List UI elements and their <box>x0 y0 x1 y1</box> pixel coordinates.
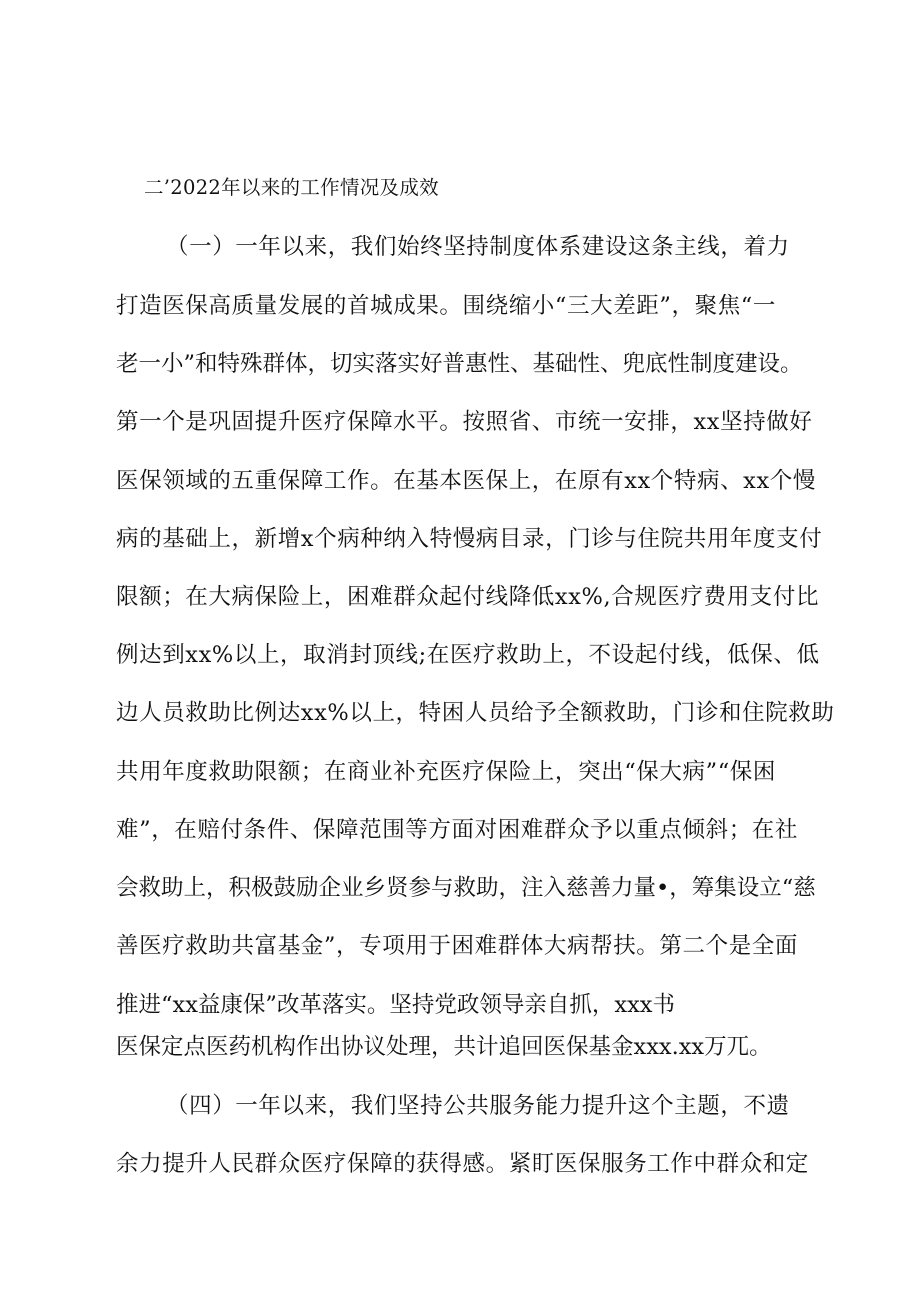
paragraph-line: 打造医保高质量发展的首城成果。围绕缩小“三大差距”，聚焦“一 <box>116 293 777 319</box>
paragraph-line: 医保领域的五重保障工作。在基本医保上，在原有xx个特病、xx个慢 <box>116 468 816 494</box>
paragraph-line: 推进“xx益康保”改革落实。坚持党政领导亲自抓，xxx书 <box>116 992 675 1018</box>
paragraph-line: 病的基础上，新增x个病种纳入特慢病目录，门诊与住院共用年度支付 <box>116 526 823 552</box>
paragraph-line: 共用年度救助限额；在商业补充医疗保险上，突出“保大病”“保困 <box>116 759 777 785</box>
paragraph-line: 难”，在赔付条件、保障范围等方面对困难群众予以重点倾斜；在社 <box>116 817 799 843</box>
paragraph-line: （一）一年以来，我们始终坚持制度体系建设这条主线，着力 <box>166 234 790 260</box>
paragraph-line: 医保定点医药机构作出协议处理，共计追回医保基金xxx.xx万兀。 <box>116 1034 772 1060</box>
paragraph-line: 例达到xx%以上，取消封顶线;在医疗救助上，不设起付线，低保、低 <box>116 642 820 668</box>
paragraph-line: 老一小”和特殊群体，切实落实好普惠性、基础性、兜底性制度建设。 <box>116 351 803 377</box>
paragraph-line: 限额；在大病保险上，困难群众起付线降低xx%,合规医疗费用支付比 <box>116 584 820 610</box>
section-heading: 二’2022年以来的工作情况及成效 <box>144 176 439 199</box>
paragraph-line: 边人员救助比例达xx%以上，特困人员给予全额救助，门诊和住院救助 <box>116 700 835 726</box>
paragraph-line: 善医疗救助共富基金”，专项用于困难群体大病帮扶。第二个是全面 <box>116 933 799 959</box>
paragraph-line: （四）一年以来，我们坚持公共服务能力提升这个主题，不遗 <box>166 1093 790 1119</box>
paragraph-line: 第一个是巩固提升医疗保障水平。按照省、市统一安排，xx坚持做好 <box>116 409 813 435</box>
paragraph-line: 余力提升人民群众医疗保障的获得感。紧盯医保服务工作中群众和定 <box>116 1151 810 1177</box>
paragraph-line: 会救助上，积极鼓励企业乡贤参与救助，注入慈善力量•，筹集设立“慈 <box>116 875 816 901</box>
